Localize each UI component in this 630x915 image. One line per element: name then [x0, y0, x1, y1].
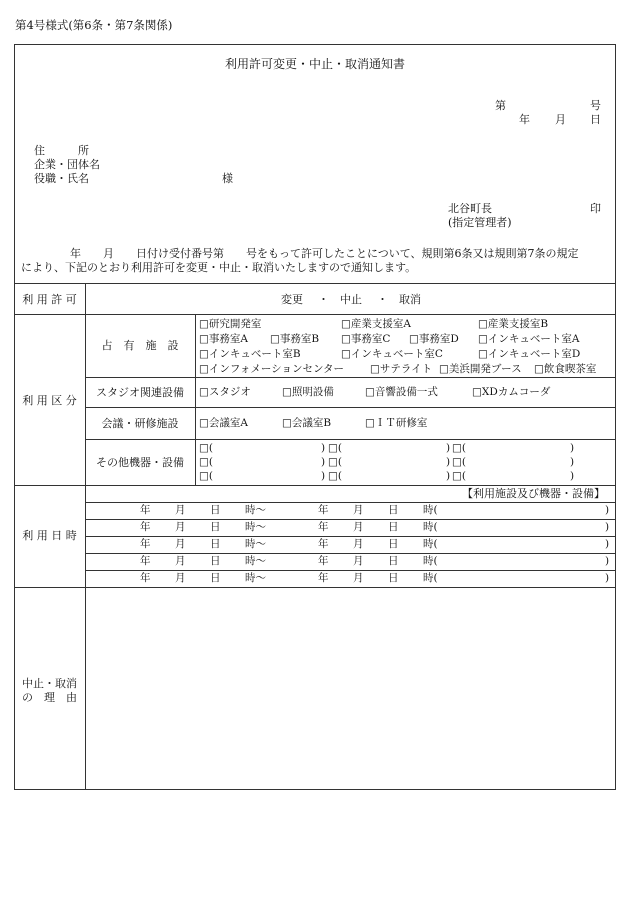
datetime-day-3[interactable]: 日 [210, 538, 221, 550]
datetime-close-4: ) [605, 555, 610, 567]
checkbox-label: 研究開発室 [208, 318, 262, 330]
datetime-month-2[interactable]: 月 [175, 521, 186, 533]
checkbox-office-a[interactable] [199, 334, 248, 345]
row-divider-occupied [85, 377, 616, 378]
datetime-day-4[interactable]: 日 [210, 555, 221, 567]
datetime-line-3 [85, 536, 616, 537]
datetime-day-4[interactable]: 日 [388, 555, 399, 567]
other-equipment-close-paren: ) [321, 442, 326, 454]
checkbox-label: 事務室D [418, 333, 459, 345]
other-equipment-entry[interactable]: □( [328, 442, 343, 454]
datetime-line-2 [85, 519, 616, 520]
reason-label-line-2: の 理 由 [22, 691, 77, 704]
option-suspend[interactable]: 中止 [340, 293, 362, 306]
datetime-month-5[interactable]: 月 [175, 572, 186, 584]
other-equipment-close-paren: ) [570, 470, 575, 482]
checkbox-sound[interactable] [365, 387, 438, 398]
checkbox-label: インキュベート室B [208, 348, 301, 360]
datetime-line-5 [85, 570, 616, 571]
datetime-month-4[interactable]: 月 [175, 555, 186, 567]
checkbox-satellite[interactable] [370, 364, 432, 375]
datetime-hour-to-3[interactable]: 時( [423, 538, 438, 550]
datetime-close-5: ) [605, 572, 610, 584]
datetime-year-1[interactable]: 年 [318, 504, 329, 516]
datetime-line-1 [85, 502, 616, 503]
table-top-border [14, 283, 616, 284]
datetime-month-3[interactable]: 月 [353, 538, 364, 550]
checkbox-it-training[interactable] [365, 418, 427, 429]
checkbox-label: 事務室A [208, 333, 249, 345]
datetime-month-1[interactable]: 月 [175, 504, 186, 516]
checkbox-label: 事務室C [350, 333, 391, 345]
date-year: 年 [519, 113, 530, 126]
other-equipment-close-paren: ) [321, 456, 326, 468]
checkbox-label: インキュベート室A [487, 333, 580, 345]
datetime-day-1[interactable]: 日 [388, 504, 399, 516]
usage-category-label: 利 用 区 分 [22, 394, 77, 407]
sub-label-column-divider [195, 314, 196, 485]
other-equipment-entry[interactable]: □( [452, 456, 467, 468]
checkbox-label: サテライト [379, 363, 433, 375]
option-cancel[interactable]: 取消 [399, 293, 421, 306]
datetime-day-2[interactable]: 日 [388, 521, 399, 533]
datetime-hour-from-2[interactable]: 時～ [245, 521, 266, 533]
other-equipment-entry[interactable]: □( [199, 470, 214, 482]
other-equipment-close-paren: ) [446, 442, 451, 454]
datetime-year-4[interactable]: 年 [318, 555, 329, 567]
other-equipment-close-paren: ) [446, 470, 451, 482]
datetime-month-3[interactable]: 月 [175, 538, 186, 550]
checkbox-label: 飲食喫茶室 [543, 363, 597, 375]
usage-datetime-heading: 【利用施設及び機器・設備】 [462, 487, 605, 500]
date-day: 日 [590, 113, 601, 126]
other-equipment-close-paren: ) [570, 456, 575, 468]
other-equipment-entry[interactable]: □( [452, 442, 467, 454]
datetime-year-5[interactable]: 年 [318, 572, 329, 584]
other-equipment-entry[interactable]: □( [328, 470, 343, 482]
datetime-year-4[interactable]: 年 [140, 555, 151, 567]
other-equipment-close-paren: ) [446, 456, 451, 468]
checkbox-label: 照明設備 [291, 386, 334, 398]
datetime-day-5[interactable]: 日 [388, 572, 399, 584]
datetime-close-3: ) [605, 538, 610, 550]
row-divider-permit [14, 314, 616, 315]
checkbox-label: スタジオ [208, 386, 251, 398]
other-equipment-close-paren: ) [570, 442, 575, 454]
row-divider-studio [85, 407, 616, 408]
datetime-close-1: ) [605, 504, 610, 516]
other-equipment-entry[interactable]: □( [199, 456, 214, 468]
checkbox-label: インキュベート室D [487, 348, 581, 360]
datetime-month-2[interactable]: 月 [353, 521, 364, 533]
checkbox-office-d[interactable] [409, 334, 459, 345]
datetime-hour-to-5[interactable]: 時( [423, 572, 438, 584]
checkbox-incubate-b[interactable] [199, 349, 301, 360]
number-suffix: 号 [590, 99, 601, 112]
option-change[interactable]: 変更 [281, 293, 303, 306]
datetime-day-1[interactable]: 日 [210, 504, 221, 516]
datetime-month-1[interactable]: 月 [353, 504, 364, 516]
datetime-close-2: ) [605, 521, 610, 533]
checkbox-information-center[interactable] [199, 364, 344, 375]
checkbox-label: インキュベート室C [350, 348, 443, 360]
datetime-day-3[interactable]: 日 [388, 538, 399, 550]
option-separator: ・ [318, 293, 329, 306]
datetime-year-2[interactable]: 年 [140, 521, 151, 533]
other-equipment-entry[interactable]: □( [199, 442, 214, 454]
checkbox-office-c[interactable] [341, 334, 390, 345]
checkbox-lighting[interactable] [282, 387, 334, 398]
checkbox-label: 産業支援室B [487, 318, 549, 330]
other-equipment-entry[interactable]: □( [452, 470, 467, 482]
datetime-month-5[interactable]: 月 [353, 572, 364, 584]
checkbox-industry-support-b[interactable] [478, 319, 548, 330]
checkbox-label: 美浜開発ブース [448, 363, 522, 375]
reason-label-line-1: 中止・取消 [22, 677, 77, 690]
permit-label: 利 用 許 可 [22, 293, 77, 306]
row-divider-category [14, 485, 616, 486]
checkbox-label: 会議室B [291, 417, 332, 429]
datetime-hour-from-1[interactable]: 時～ [245, 504, 266, 516]
datetime-hour-to-1[interactable]: 時( [423, 504, 438, 516]
meeting-facility-label: 会議・研修施設 [101, 417, 179, 430]
checkbox-meeting-b[interactable] [282, 418, 331, 429]
seal-mark: 印 [590, 202, 601, 215]
checkbox-industry-support-a[interactable] [341, 319, 411, 330]
datetime-month-4[interactable]: 月 [353, 555, 364, 567]
row-divider-meeting [85, 439, 616, 440]
datetime-hour-from-5[interactable]: 時～ [245, 572, 266, 584]
checkbox-research-room[interactable] [199, 319, 261, 330]
checkbox-incubate-d[interactable] [478, 349, 580, 360]
checkbox-label: 会議室A [208, 417, 249, 429]
checkbox-label: 音響設備一式 [374, 386, 438, 398]
organization-label: 企業・団体名 [34, 158, 100, 171]
datetime-year-3[interactable]: 年 [318, 538, 329, 550]
datetime-year-2[interactable]: 年 [318, 521, 329, 533]
datetime-year-1[interactable]: 年 [140, 504, 151, 516]
other-equipment-entry[interactable]: □( [328, 456, 343, 468]
checkbox-xd-camcorder[interactable] [472, 387, 550, 398]
reason-field[interactable] [86, 588, 615, 789]
datetime-day-2[interactable]: 日 [210, 521, 221, 533]
issuer-title: 北谷町長 [448, 202, 492, 215]
occupied-facility-label: 占 有 施 設 [101, 339, 179, 352]
checkbox-cafe[interactable] [534, 364, 596, 375]
date-month: 月 [555, 113, 566, 126]
checkbox-incubate-a[interactable] [478, 334, 580, 345]
checkbox-label: XDカムコーダ [481, 386, 551, 398]
manager-label: (指定管理者) [448, 216, 512, 229]
checkbox-incubate-c[interactable] [341, 349, 443, 360]
honorific: 様 [222, 172, 233, 185]
datetime-hour-to-2[interactable]: 時( [423, 521, 438, 533]
datetime-hour-from-3[interactable]: 時～ [245, 538, 266, 550]
datetime-year-5[interactable]: 年 [140, 572, 151, 584]
datetime-line-4 [85, 553, 616, 554]
form-number-label: 第4号様式(第6条・第7条関係) [15, 18, 173, 32]
checkbox-label: ＩＴ研修室 [374, 417, 428, 429]
document-title: 利用許可変更・中止・取消通知書 [224, 57, 405, 71]
name-label: 役職・氏名 [34, 172, 89, 185]
datetime-hour-from-4[interactable]: 時～ [245, 555, 266, 567]
other-equipment-close-paren: ) [321, 470, 326, 482]
number-prefix: 第 [495, 99, 506, 112]
checkbox-label: 事務室B [279, 333, 320, 345]
checkbox-mihama-booth[interactable] [439, 364, 522, 375]
checkbox-meeting-a[interactable] [199, 418, 248, 429]
studio-equipment-label: スタジオ関連設備 [96, 386, 184, 399]
datetime-hour-to-4[interactable]: 時( [423, 555, 438, 567]
checkbox-office-b[interactable] [270, 334, 319, 345]
option-separator: ・ [377, 293, 388, 306]
datetime-day-5[interactable]: 日 [210, 572, 221, 584]
datetime-year-3[interactable]: 年 [140, 538, 151, 550]
body-text-line-2: により、下記のとおり利用許可を変更・中止・取消いたしますので通知します。 [21, 261, 417, 274]
address-label: 住 所 [34, 144, 89, 157]
checkbox-studio[interactable] [199, 387, 251, 398]
other-equipment-label: その他機器・設備 [96, 456, 184, 469]
checkbox-label: インフォメーションセンター [208, 363, 345, 375]
usage-datetime-label: 利 用 日 時 [22, 529, 77, 542]
body-text-line-1: 年 月 日付け受付番号第 号をもって許可したことについて、規則第6条又は規則第7条の規定 [70, 247, 579, 260]
checkbox-label: 産業支援室A [350, 318, 412, 330]
